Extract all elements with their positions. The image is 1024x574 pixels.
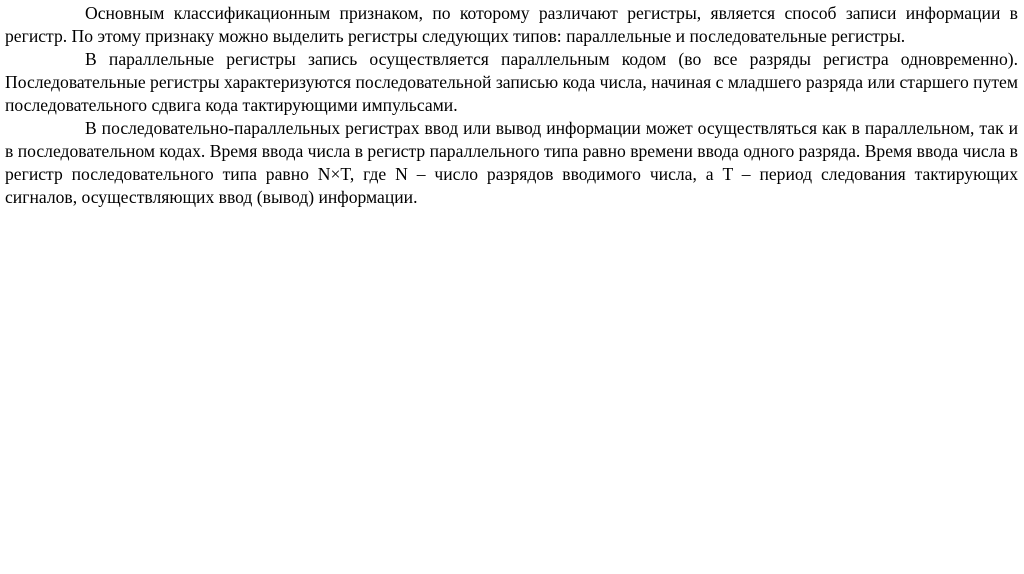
paragraph-serial-parallel-registers: В последовательно-параллельных регистрах ввод или вывод информации может осуществляться как в параллельном, так и в последовательном кодах. Время ввода числа в регистр параллельного типа равно времени ввода одного разряда. Время ввода числа в регистр последовательного типа равно N×T, где N – число разрядов вводимого числа, а T – период следования тактирующих сигналов, осуществляющих ввод (вывод) информации. xyxy=(5,118,1018,207)
paragraph-register-classification: Основным классификационным признаком, по которому различают регистры, является способ записи информации в регистр. По этому признаку можно выделить регистры следующих типов: параллельные и последовательные регистры. xyxy=(5,3,1018,46)
paragraph-parallel-serial-registers: В параллельные регистры запись осуществляется параллельным кодом (во все разряды регистра одновременно). Последовательные регистры характеризуются последовательной записью кода числа, начиная с младшего разряда или старшего путем последовательного сдвига кода тактирующими импульсами. xyxy=(5,49,1018,115)
document-page xyxy=(5,2,1018,209)
